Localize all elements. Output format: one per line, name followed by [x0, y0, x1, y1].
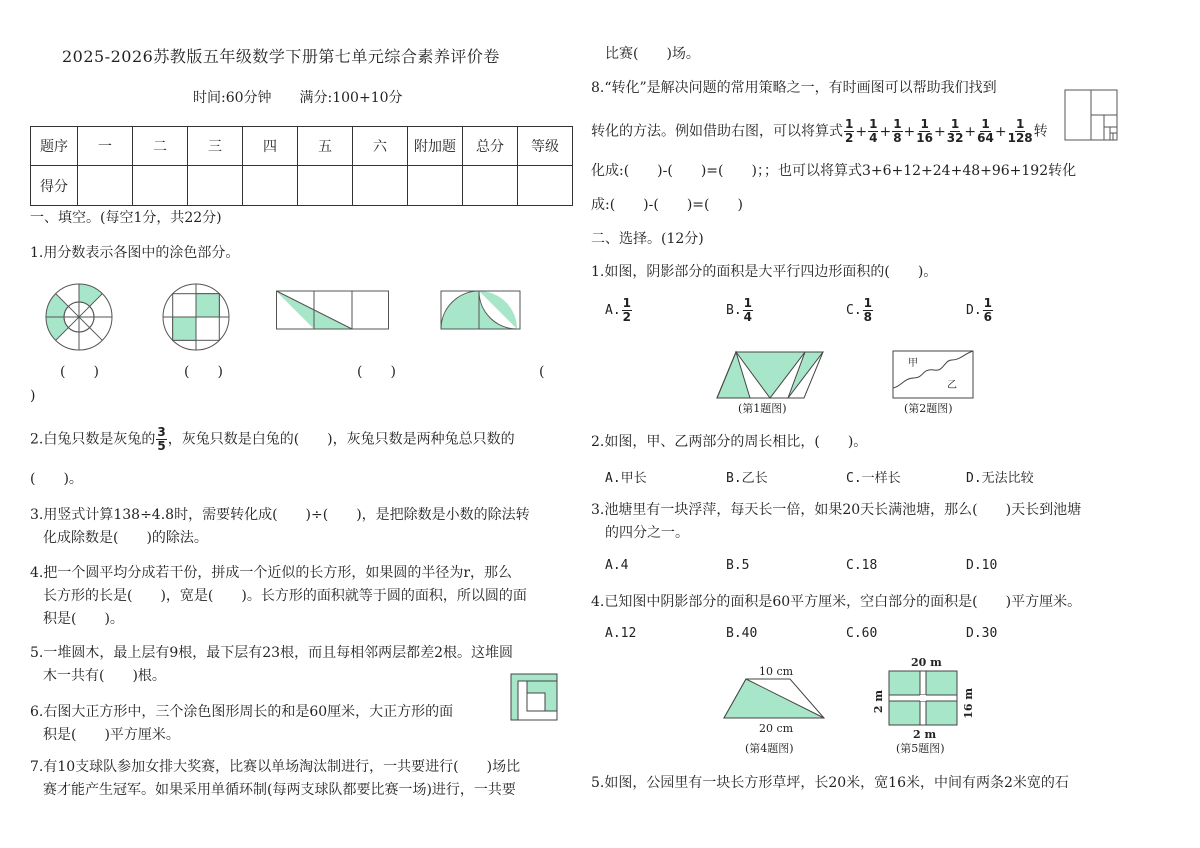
option-fraction-numerator: 1	[622, 296, 632, 310]
score-value-row	[31, 166, 573, 206]
question-8-line1: 8.“转化”是解决问题的常用策略之一，有时画图可以帮助我们找到	[591, 80, 997, 96]
square-in-circle-figure	[161, 282, 231, 352]
q8-fraction-numerator: 1	[950, 117, 960, 131]
question-2-line2: ( )。	[30, 471, 83, 487]
q8-text-pre: 转化的方法。例如借助右图，可以将算式	[591, 123, 843, 140]
q8-fraction-numerator: 1	[869, 117, 878, 131]
question-4-line3: 积是( )。	[43, 611, 124, 627]
question-5-line1: 5.一堆圆木，最上层有9根，最下层有23根，而且每相邻两层都差2根。这堆圆	[30, 645, 513, 661]
figure-4-caption: (第4题图)	[745, 742, 794, 755]
score-cell[interactable]	[518, 166, 573, 206]
choice-2-option-c[interactable]: C.一样长	[846, 471, 901, 486]
q8-fraction-denominator: 2	[845, 131, 854, 145]
parallelogram-figure	[714, 350, 826, 400]
score-header-cell: 三	[188, 127, 243, 166]
option-label: B.	[726, 303, 742, 318]
choice-1-option-b[interactable]	[726, 297, 754, 324]
q8-fraction	[916, 118, 933, 145]
score-header-cell: 附加题	[408, 127, 463, 166]
choice-3-option-a[interactable]: A.4	[605, 558, 629, 573]
score-table	[30, 126, 573, 206]
circle-fraction-figure	[44, 282, 114, 352]
q1-answer-blank-1[interactable]: ( )	[60, 364, 99, 380]
question-8-line3: 化成:( )-( )=( )；；也可以将算式3+6+12+24+48+96+192转化	[591, 163, 1077, 179]
score-header-cell: 等级	[518, 127, 573, 166]
q8-fraction-numerator: 1	[920, 117, 929, 131]
q2-fraction	[156, 426, 166, 453]
section-2-heading: 二、选择。(12分)	[591, 231, 704, 247]
q8-fraction	[844, 118, 854, 145]
option-fraction	[863, 297, 873, 324]
score-header-row	[31, 127, 573, 166]
choice-2-option-d[interactable]: D.无法比较	[966, 471, 1034, 486]
question-8-line4: 成:( )-( )=( )	[591, 197, 743, 213]
figure-5-bottom-label: 2 m	[913, 728, 937, 741]
exam-title: 2025-2026苏教版五年级数学下册第七单元综合素养评价卷	[62, 47, 500, 66]
figure-5-left-label: 2 m	[872, 690, 885, 714]
option-fraction-numerator: 1	[983, 296, 993, 310]
question-8-line2	[591, 118, 1048, 145]
question-3-line2: 化成除数是( )的除法。	[43, 530, 208, 546]
choice-2: 2.如图，甲、乙两部分的周长相比，( )。	[591, 434, 868, 450]
choice-2-option-b[interactable]: B.乙长	[726, 471, 768, 486]
choice-4-option-b[interactable]: B.40	[726, 626, 758, 641]
quarter-circle-figure	[440, 290, 522, 330]
choice-3-line1: 3.池塘里有一块浮萍，每天长一倍，如果20天长满池塘，那么( )天长到池塘	[591, 502, 1082, 518]
choice-3-option-d[interactable]: D.10	[966, 558, 998, 573]
question-4-line2: 长方形的长是( )，宽是( )。长方形的面积就等于圆的面积，所以圆的面	[43, 588, 527, 604]
choice-1-option-d[interactable]	[966, 297, 994, 324]
choice-4-option-d[interactable]: D.30	[966, 626, 998, 641]
option-fraction-denominator: 6	[983, 310, 993, 324]
figure-2-label-jia: 甲	[908, 358, 918, 369]
score-cell[interactable]	[353, 166, 408, 206]
choice-3-option-c[interactable]: C.18	[846, 558, 878, 573]
option-fraction	[983, 297, 993, 324]
plus-sign: +	[855, 123, 868, 140]
choice-4-option-a[interactable]: A.12	[605, 626, 637, 641]
q1-answer-blank-3[interactable]: ( )	[357, 364, 396, 380]
figure-1-caption: (第1题图)	[738, 402, 787, 415]
choice-4: 4.已知图中阴影部分的面积是60平方厘米，空白部分的面积是( )平方厘米。	[591, 594, 1082, 610]
q8-fraction-denominator: 8	[893, 131, 902, 145]
score-cell[interactable]	[78, 166, 133, 206]
q8-fraction-numerator: 1	[1015, 117, 1025, 131]
figure-5-top-label: 20 m	[911, 656, 942, 669]
q1-answer-blank-4-close: )	[30, 388, 36, 404]
plus-sign: +	[964, 123, 977, 140]
rectangle-curve-figure	[892, 350, 974, 400]
question-2	[30, 426, 515, 453]
choice-1-option-c[interactable]	[846, 297, 874, 324]
plus-sign: +	[994, 123, 1007, 140]
option-label: C.	[846, 303, 862, 318]
score-header-cell: 二	[133, 127, 188, 166]
q2-text-post: ，灰兔只数是白兔的( )，灰兔只数是两种兔总只数的	[167, 431, 515, 448]
q8-fraction	[868, 118, 878, 145]
q8-fraction-denominator: 64	[977, 131, 994, 145]
q8-fraction	[947, 118, 964, 145]
q8-fraction-series	[843, 117, 1034, 145]
q1-answer-blank-4[interactable]: (	[539, 364, 545, 380]
q2-fraction-numerator: 3	[157, 425, 166, 439]
q8-fraction-numerator: 1	[893, 117, 902, 131]
choice-4-option-c[interactable]: C.60	[846, 626, 878, 641]
choice-1-option-a[interactable]	[605, 297, 633, 324]
trapezoid-figure	[722, 678, 826, 720]
choice-2-option-a[interactable]: A.甲长	[605, 471, 647, 486]
q2-fraction-denominator: 5	[157, 439, 166, 453]
score-cell[interactable]	[298, 166, 353, 206]
score-header-cell: 五	[298, 127, 353, 166]
score-cell[interactable]	[463, 166, 518, 206]
plus-sign: +	[903, 123, 916, 140]
choice-1: 1.如图，阴影部分的面积是大平行四边形面积的( )。	[591, 264, 938, 280]
score-cell[interactable]	[408, 166, 463, 206]
option-label: D.	[966, 303, 982, 318]
option-fraction	[622, 297, 632, 324]
score-header-cell: 总分	[463, 127, 518, 166]
plus-sign: +	[879, 123, 892, 140]
question-6-line2: 积是( )平方厘米。	[43, 727, 180, 743]
figure-2-label-yi: 乙	[947, 380, 957, 391]
question-7-line3: 比赛( )场。	[605, 46, 700, 62]
choice-3-line2: 的四分之一。	[605, 525, 689, 541]
q8-fraction-numerator: 1	[981, 117, 990, 131]
score-header-cell: 一	[78, 127, 133, 166]
option-fraction	[743, 297, 753, 324]
score-header-cell: 六	[353, 127, 408, 166]
q8-text-post: 转	[1033, 123, 1048, 140]
choice-5: 5.如图，公园里有一块长方形草坪，长20米，宽16米，中间有两条2米宽的石	[591, 775, 1069, 791]
option-fraction-denominator: 4	[743, 310, 753, 324]
question-1: 1.用分数表示各图中的涂色部分。	[30, 245, 240, 261]
question-5-line2: 木一共有( )根。	[43, 668, 166, 684]
score-cell[interactable]	[188, 166, 243, 206]
question-7-line2: 赛才能产生冠军。如果采用单循环制(每两支球队都要比赛一场)进行，一共要	[43, 782, 516, 798]
q8-fraction-denominator: 32	[946, 131, 964, 145]
score-cell[interactable]	[133, 166, 188, 206]
option-fraction-numerator: 1	[743, 296, 753, 310]
section-1-heading: 一、填空。(每空1分，共22分)	[30, 210, 222, 226]
q8-fraction-denominator: 128	[1007, 131, 1033, 145]
score-header-cell: 题序	[31, 127, 78, 166]
score-row-label: 得分	[31, 166, 78, 206]
question-3-line1: 3.用竖式计算138÷4.8时，需要转化成( )÷( )，是把除数是小数的除法转	[30, 507, 530, 523]
q8-fraction-denominator: 4	[869, 131, 878, 145]
score-cell[interactable]	[243, 166, 298, 206]
time-info: 时间:60分钟 满分:100+10分	[193, 90, 403, 106]
q8-fraction	[1008, 118, 1033, 145]
q2-text-pre: 2.白兔只数是灰兔的	[30, 431, 156, 448]
question-6-line1: 6.右图大正方形中，三个涂色图形周长的和是60厘米，大正方形的面	[30, 704, 454, 720]
nested-squares-figure	[510, 673, 558, 721]
choice-3-option-b[interactable]: B.5	[726, 558, 750, 573]
figure-2-caption: (第2题图)	[904, 402, 953, 415]
figure-5-right-label: 16 m	[962, 688, 975, 719]
figure-5-caption: (第5题图)	[896, 742, 945, 755]
lawn-paths-figure	[888, 670, 958, 726]
option-fraction-denominator: 2	[622, 310, 632, 324]
option-fraction-numerator: 1	[863, 296, 873, 310]
q8-fraction-numerator: 1	[845, 117, 854, 131]
plus-sign: +	[933, 123, 946, 140]
question-7-line1: 7.有10支球队参加女排大奖赛，比赛以单场淘汰制进行，一共要进行( )场比	[30, 759, 521, 775]
option-fraction-denominator: 8	[863, 310, 873, 324]
q8-fraction	[892, 118, 902, 145]
rectangle-triangle-figure	[276, 290, 390, 330]
q8-fraction-denominator: 16	[916, 131, 933, 145]
q8-fraction	[977, 118, 994, 145]
score-header-cell: 四	[243, 127, 298, 166]
halving-square-figure	[1064, 89, 1118, 141]
figure-4-top-label: 10 cm	[759, 665, 794, 678]
option-label: A.	[605, 303, 621, 318]
q1-answer-blank-2[interactable]: ( )	[184, 364, 223, 380]
figure-4-bottom-label: 20 cm	[759, 722, 794, 735]
question-4-line1: 4.把一个圆平均分成若干份，拼成一个近似的长方形，如果圆的半径为r，那么	[30, 565, 513, 581]
